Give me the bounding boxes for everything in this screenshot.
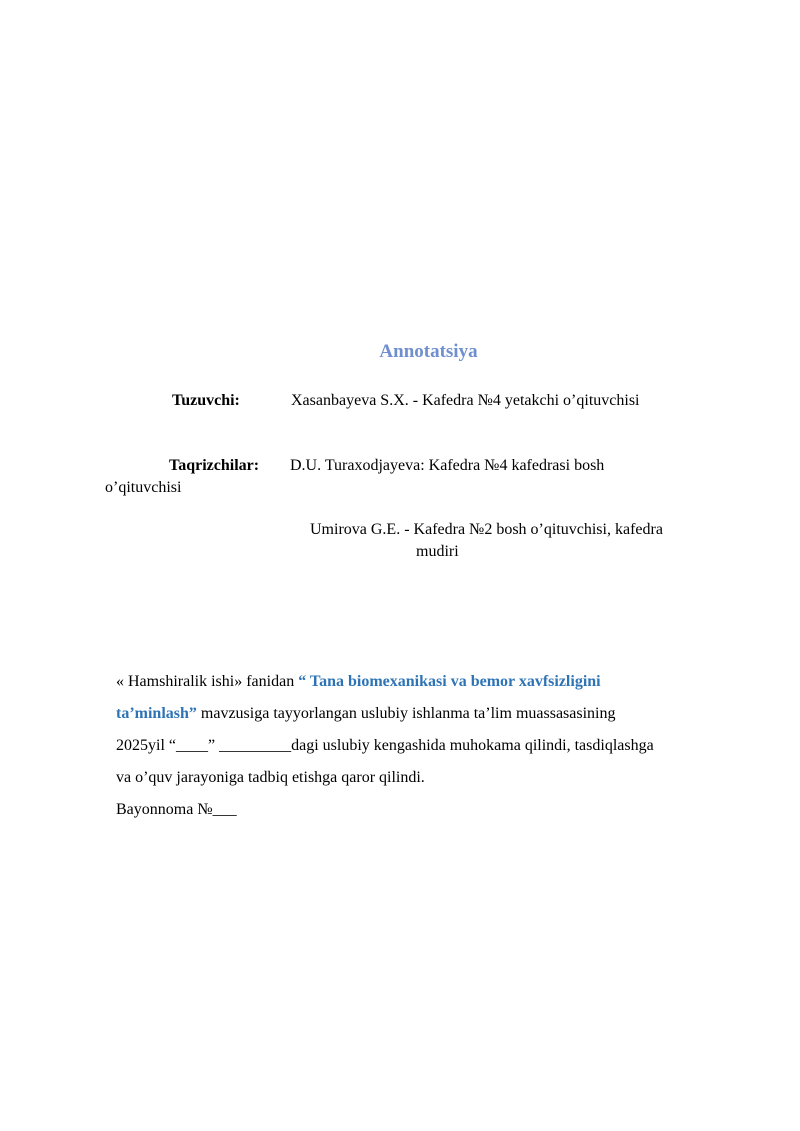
- subject-text: « Hamshiralik ishi» fanidan: [116, 673, 299, 690]
- paragraph-line-2-text: mavzusiga tayyorlangan uslubiy ishlanma ta’lim muassasasining: [196, 705, 616, 722]
- author-label: Tuzuvchi:: [172, 392, 240, 409]
- paragraph-line-1: [116, 672, 601, 692]
- paragraph-line-4: va o’quv jarayoniga tadbiq etishga qaror qilindi.: [116, 769, 425, 786]
- reviewer-2-line-1: Umirova G.E. - Kafedra №2 bosh o’qituvchisi, kafedra: [310, 521, 663, 538]
- reviewer-2-line-2: mudiri: [416, 543, 459, 560]
- reviewer-1-line-2: o’qituvchisi: [105, 479, 182, 496]
- document-title: Annotatsiya: [379, 341, 478, 362]
- protocol-number: Bayonnoma №___: [116, 801, 237, 818]
- reviewers-label: Taqrizchilar:: [169, 457, 260, 474]
- topic-title-part-2: ta’minlash”: [116, 705, 197, 722]
- paragraph-line-2: [116, 704, 616, 724]
- paragraph-line-3: 2025yil “____” _________dagi uslubiy kengashida muhokama qilindi, tasdiqlashga: [116, 737, 654, 754]
- topic-title-part-1: “ Tana biomexanikasi va bemor xavfsizligini: [298, 673, 601, 690]
- author-text: Xasanbayeva S.X. - Kafedra №4 yetakchi o’qituvchisi: [291, 392, 640, 409]
- reviewer-1-line-1: D.U. Turaxodjayeva: Kafedra №4 kafedrasi bosh: [290, 457, 605, 474]
